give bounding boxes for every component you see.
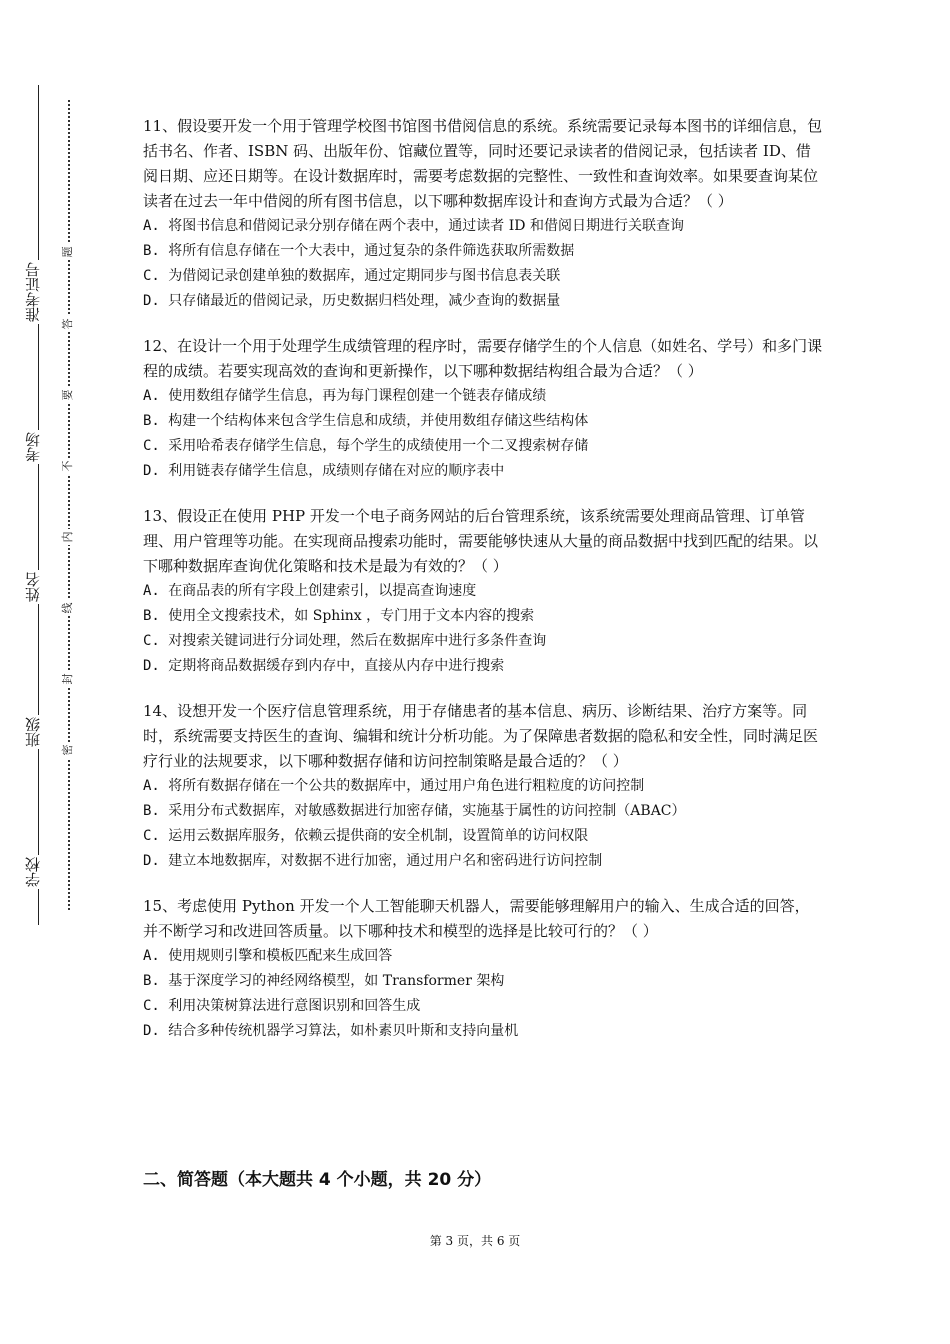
question-stem: 14、设想开发一个医疗信息管理系统，用于存储患者的基本信息、病历、诊断结果、治疗方案等。同时，系统需要支持医生的查询、编辑和统计分析功能。为了保障患者数据的隐私和安全性，同时满足医疗行业的法规要求，以下哪种数据存储和访问控制策略是最合适的？（ ） (143, 702, 819, 770)
page-footer: 第 3 页，共 6 页 (429, 1234, 521, 1248)
question-11 (143, 114, 823, 314)
option-b[interactable]: B. 基于深度学习的神经网络模型，如 Transformer 架构 (143, 973, 505, 989)
seal-dotted-line (68, 100, 70, 910)
question-14 (143, 699, 823, 874)
option-c[interactable]: C. 对搜索关键词进行分词处理，然后在数据库中进行多条件查询 (143, 633, 547, 649)
option-c[interactable]: C. 采用哈希表存储学生信息，每个学生的成绩使用一个二叉搜索树存储 (143, 438, 589, 454)
seal-char: 题 (62, 244, 74, 260)
option-b[interactable]: B. 构建一个结构体来包含学生信息和成绩，并使用数组存储这些结构体 (143, 413, 589, 429)
seal-char: 要 (62, 387, 74, 403)
field-class: 班级 (24, 715, 54, 749)
seal-char: 不 (62, 458, 74, 474)
option-c[interactable]: C. 运用云数据库服务，依赖云提供商的安全机制，设置简单的访问权限 (143, 828, 589, 844)
seal-char: 封 (62, 671, 74, 687)
option-a[interactable]: A. 使用规则引擎和模板匹配来生成回答 (143, 948, 393, 964)
question-13 (143, 504, 823, 679)
field-school: 学校 (24, 855, 54, 889)
option-a[interactable]: A. 将所有数据存储在一个公共的数据库中，通过用户角色进行粗粒度的访问控制 (143, 778, 645, 794)
option-a[interactable]: A. 在商品表的所有字段上创建索引，以提高查询速度 (143, 583, 477, 599)
option-d[interactable]: D. 定期将商品数据缓存到内存中，直接从内存中进行搜索 (143, 658, 505, 674)
binding-margin (0, 0, 100, 1344)
option-d[interactable]: D. 只存储最近的借阅记录，历史数据归档处理，减少查询的数据量 (143, 293, 561, 309)
option-d[interactable]: D. 利用链表存储学生信息，成绩则存储在对应的顺序表中 (143, 463, 505, 479)
binding-solid-line (38, 85, 39, 925)
question-stem: 11、假设要开发一个用于管理学校图书馆图书借阅信息的系统。系统需要记录每本图书的详细信息，包括书名、作者、ISBN 码、出版年份、馆藏位置等，同时还要记录读者的借阅记录，包括读者 ID、借阅日期、应还日期等。在设计数据库时，需要考虑数据的完整性、一致性和查询效率。如果要查询某位读者在过去一年中借阅的所有图书信息，以下哪种数据库设计和查询方式最为合适？（ ） (143, 117, 823, 210)
option-d[interactable]: D. 结合多种传统机器学习算法，如朴素贝叶斯和支持向量机 (143, 1023, 519, 1039)
question-list (143, 114, 823, 1064)
option-a[interactable]: A. 使用数组存储学生信息，再为每门课程创建一个链表存储成绩 (143, 388, 547, 404)
question-stem: 15、考虑使用 Python 开发一个人工智能聊天机器人，需要能够理解用户的输入、生成合适的回答，并不断学习和改进回答质量。以下哪种技术和模型的选择是比较可行的？（ ） (143, 897, 810, 940)
option-a[interactable]: A. 将图书信息和借阅记录分别存储在两个表中，通过读者 ID 和借阅日期进行关联查询 (143, 218, 684, 234)
field-exam-room: 考场 (24, 430, 54, 464)
option-b[interactable]: B. 将所有信息存储在一个大表中，通过复杂的条件筛选获取所需数据 (143, 243, 575, 259)
question-12 (143, 334, 823, 484)
seal-char: 内 (62, 529, 74, 545)
option-d[interactable]: D. 建立本地数据库，对数据不进行加密，通过用户名和密码进行访问控制 (143, 853, 603, 869)
option-b[interactable]: B. 采用分布式数据库，对敏感数据进行加密存储，实施基于属性的访问控制（ABAC） (143, 803, 686, 819)
seal-char: 线 (62, 600, 74, 616)
question-15 (143, 894, 823, 1044)
section-title: 二、简答题（本大题共 4 个小题，共 20 分） (143, 1170, 492, 1190)
field-name: 姓名 (24, 570, 54, 604)
option-c[interactable]: C. 为借阅记录创建单独的数据库，通过定期同步与图书信息表关联 (143, 268, 561, 284)
option-b[interactable]: B. 使用全文搜索技术，如 Sphinx ，专门用于文本内容的搜索 (143, 608, 535, 624)
option-c[interactable]: C. 利用决策树算法进行意图识别和回答生成 (143, 998, 421, 1014)
field-admission-number: 准考证号 (24, 260, 54, 324)
question-stem: 13、假设正在使用 PHP 开发一个电子商务网站的后台管理系统，该系统需要处理商品管理、订单管理、用户管理等功能。在实现商品搜索功能时，需要能够快速从大量的商品数据中找到匹配的结果。以下哪种数据库查询优化策略和技术是最为有效的？（ ） (143, 507, 819, 575)
question-stem: 12、在设计一个用于处理学生成绩管理的程序时，需要存储学生的个人信息（如姓名、学号）和多门课程的成绩。若要实现高效的查询和更新操作，以下哪种数据结构组合最为合适？（ ） (143, 337, 823, 380)
seal-char: 答 (62, 316, 74, 332)
seal-char: 密 (62, 742, 74, 758)
